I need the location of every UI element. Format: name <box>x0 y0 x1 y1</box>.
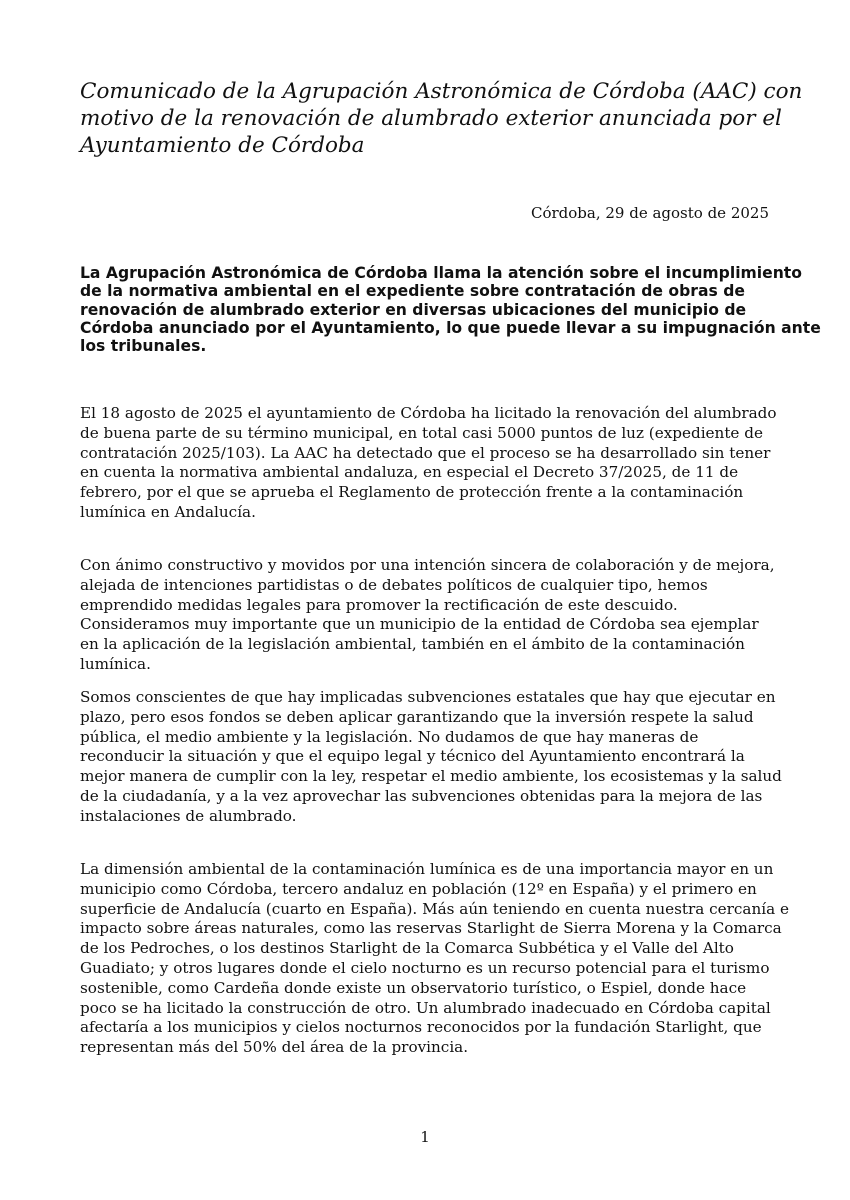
body-paragraph-2 <box>80 556 775 675</box>
paragraph-line: reconducir la situación y que el equipo legal y técnico del Ayuntamiento encontrará la <box>80 747 745 766</box>
document-date: Córdoba, 29 de agosto de 2025 <box>530 204 769 222</box>
body-paragraph-3 <box>80 688 782 827</box>
body-paragraph-4 <box>80 860 789 1058</box>
lead-line: Córdoba anunciado por el Ayuntamiento, lo que puede llevar a su impugnación ante <box>80 318 821 337</box>
lead-paragraph <box>80 264 821 356</box>
paragraph-line: emprendido medidas legales para promover la rectificación de este descuido. <box>80 595 678 614</box>
paragraph-line: afectaría a los municipios y cielos nocturnos reconocidos por la fundación Starlight, que <box>80 1018 762 1037</box>
paragraph-line: superficie de Andalucía (cuarto en España). Más aún teniendo en cuenta nuestra cercanía e <box>80 899 789 918</box>
paragraph-line: mejor manera de cumplir con la ley, respetar el medio ambiente, los ecosistemas y la salud <box>80 767 782 786</box>
body-paragraph-1 <box>80 404 777 523</box>
paragraph-line: febrero, por el que se aprueba el Reglamento de protección frente a la contaminación <box>80 483 744 502</box>
lead-line: de la normativa ambiental en el expediente sobre contratación de obras de <box>80 282 745 301</box>
paragraph-line: representan más del 50% del área de la provincia. <box>80 1038 469 1057</box>
paragraph-line: Consideramos muy importante que un municipio de la entidad de Córdoba sea ejemplar <box>80 615 759 634</box>
lead-line: los tribunales. <box>80 337 207 356</box>
paragraph-line: El 18 agosto de 2025 el ayuntamiento de Córdoba ha licitado la renovación del alumbrado <box>80 404 777 422</box>
paragraph-line: de buena parte de su término municipal, en total casi 5000 puntos de luz (expediente de <box>80 423 763 442</box>
paragraph-line: Guadiato; y otros lugares donde el cielo nocturno es un recurso potencial para el turismo <box>80 958 770 977</box>
paragraph-line: pública, el medio ambiente y la legislación. No dudamos de que hay maneras de <box>80 727 699 746</box>
paragraph-line: de la ciudadanía, y a la vez aprovechar las subvenciones obtenidas para la mejora de las <box>80 786 763 805</box>
paragraph-line: Con ánimo constructivo y movidos por una intención sincera de colaboración y de mejora, <box>80 556 775 574</box>
paragraph-line: contratación 2025/103). La AAC ha detectado que el proceso se ha desarrollado sin tener <box>80 443 771 462</box>
paragraph-line: municipio como Córdoba, tercero andaluz en población (12º en España) y el primero en <box>80 879 757 898</box>
paragraph-line: en cuenta la normativa ambiental andaluza, en especial el Decreto 37/2025, de 11 de <box>80 463 739 482</box>
paragraph-line: de los Pedroches, o los destinos Starlight de la Comarca Subbética y el Valle del Alto <box>80 939 734 958</box>
paragraph-line: instalaciones de alumbrado. <box>80 806 297 825</box>
title-line: Comunicado de la Agrupación Astronómica de Córdoba (AAC) con <box>80 79 803 104</box>
paragraph-line: lumínica en Andalucía. <box>80 502 256 521</box>
paragraph-line: plazo, pero esos fondos se deben aplicar garantizando que la inversión respete la salud <box>80 707 754 726</box>
title-line: Ayuntamiento de Córdoba <box>80 133 365 158</box>
paragraph-line: poco se ha licitado la construcción de otro. Un alumbrado inadecuado en Córdoba capital <box>80 998 771 1017</box>
paragraph-line: La dimensión ambiental de la contaminación lumínica es de una importancia mayor en un <box>80 860 774 878</box>
paragraph-line: en la aplicación de la legislación ambiental, también en el ámbito de la contaminación <box>80 635 745 654</box>
paragraph-line: Somos conscientes de que hay implicadas subvenciones estatales que hay que ejecutar en <box>80 688 776 706</box>
lead-line: La Agrupación Astronómica de Córdoba llama la atención sobre el incumplimiento <box>80 264 802 282</box>
paragraph-line: impacto sobre áreas naturales, como las reservas Starlight de Sierra Morena y la Comarca <box>80 919 782 938</box>
paragraph-line: alejada de intenciones partidistas o de debates políticos de cualquier tipo, hemos <box>80 575 708 594</box>
title-line: motivo de la renovación de alumbrado exterior anunciada por el <box>80 106 782 131</box>
paragraph-line: sostenible, como Cardeña donde existe un observatorio turístico, o Espiel, donde hace <box>80 978 747 997</box>
lead-line: renovación de alumbrado exterior en diversas ubicaciones del municipio de <box>80 300 747 319</box>
paragraph-line: lumínica. <box>80 654 151 673</box>
page-number: 1 <box>420 1128 430 1146</box>
document-title <box>80 78 803 159</box>
